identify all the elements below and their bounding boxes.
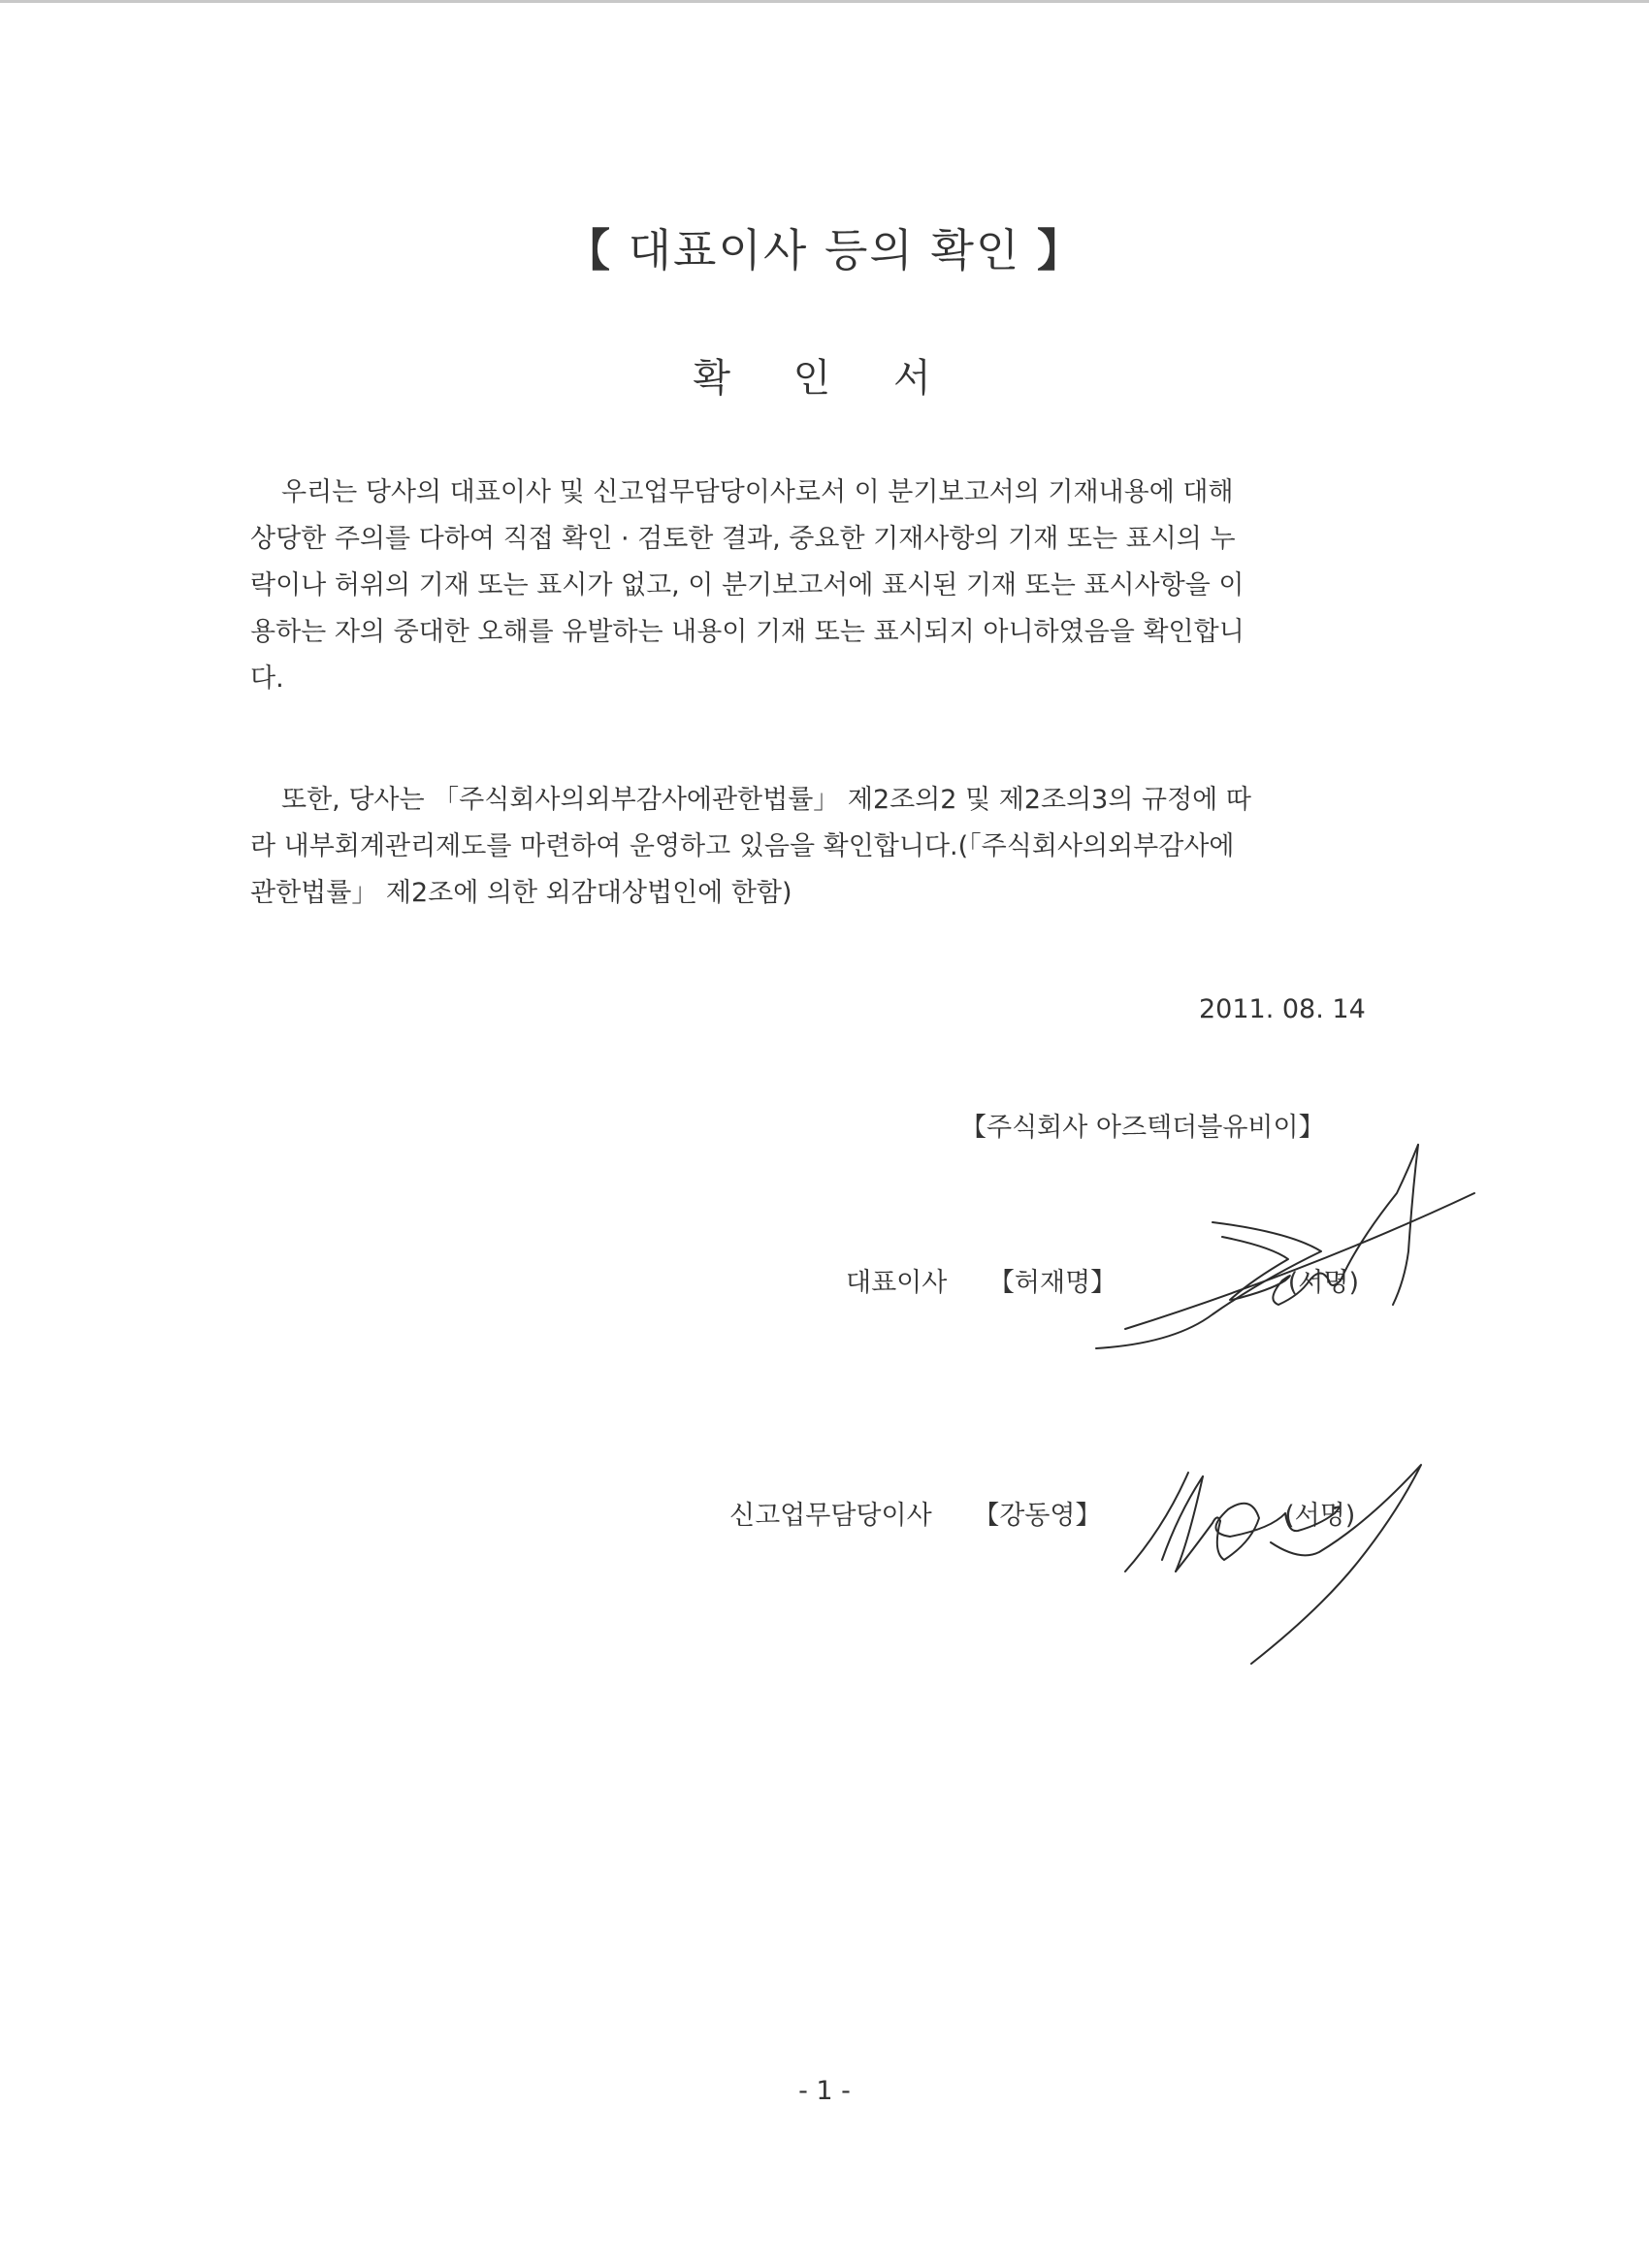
document-subtitle: 확 인 서 [693,356,956,401]
page-title [0,215,1649,279]
title-bracket-close: 】 [1036,224,1083,276]
scan-edge-line [0,0,1649,3]
paragraph-line: 관한법률」 제2조에 의한 외감대상법인에 한함) [250,878,792,908]
title-bracket-open: 【 [566,224,612,276]
document-date: 2011. 08. 14 [1199,994,1366,1024]
signatory-name: 【허재명】 [987,1268,1117,1298]
paragraph-line: 우리는 당사의 대표이사 및 신고업무담당이사로서 이 분기보고서의 기재내용에 대해 [281,477,1234,507]
title-text: 대표이사 등의 확인 [628,224,1021,276]
handwritten-signature-ceo [1067,1135,1474,1368]
signatory-role: 대표이사 [846,1268,948,1298]
signatory-name: 【강동영】 [973,1501,1102,1531]
confirmation-paragraph [250,470,1395,702]
paragraph-line: 락이나 허위의 기재 또는 표시가 없고, 이 분기보고서에 표시된 기재 또는 표시사항을 이 [250,570,1245,600]
internal-control-paragraph [250,777,1395,917]
paragraph-line: 상당한 주의를 다하여 직접 확인 · 검토한 결과, 중요한 기재사항의 기재 또는 표시의 누 [250,524,1236,554]
signature-label: (서명) [1284,1501,1356,1531]
paragraph-line: 다. [250,664,284,694]
paragraph-line: 또한, 당사는 「주식회사의외부감사에관한법률」 제2조의2 및 제2조의3의 규정에 따 [281,785,1251,815]
signatory-role: 신고업무담당이사 [729,1501,932,1531]
paragraph-line: 용하는 자의 중대한 오해를 유발하는 내용이 기재 또는 표시되지 아니하였음을 확인합니 [250,617,1245,647]
paragraph-line: 라 내부회계관리제도를 마련하여 운영하고 있음을 확인합니다.(「주식회사의외부감사에 [250,831,1235,861]
handwritten-signature-officer [1106,1436,1455,1669]
company-name: 【주식회사 아즈텍더블유비이】 [960,1113,1325,1143]
page-number: - 1 - [798,2076,851,2106]
signature-label: (서명) [1287,1268,1359,1298]
